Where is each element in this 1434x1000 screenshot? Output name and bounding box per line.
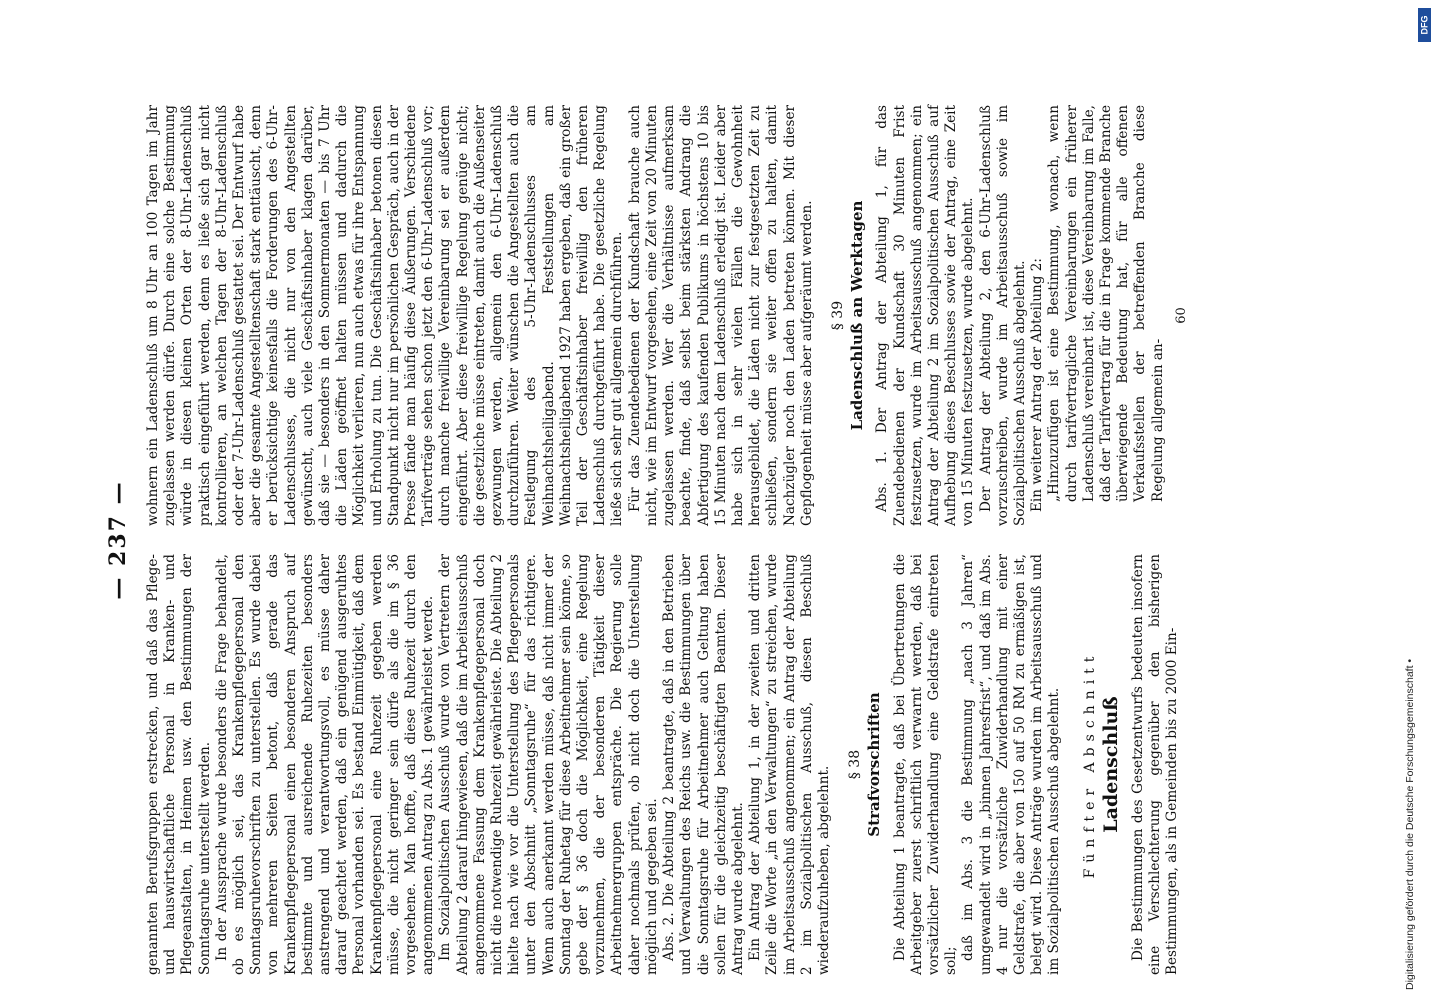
quote: „Hinzuzufügen ist eine Bestimmung, wonach, wenn durch tarifvertragliche Vereinbarungen ein früherer Ladenschluß vereinbart ist, diese Vereinbarung im Falle, daß der Tarifvertrag für die in Frage kommende Branche überwiegende Bedeutung hat, für alle offenen Verkaufsstellen der betreffenden Branche diese Regelung allgemein an- [1046,105,1166,502]
footer-number: 60 [1173,307,1189,324]
paragraph: Ein weiterer Antrag der Abteilung 2: [1029,258,1046,512]
paragraph: Abs. 2. Die Abteilung 2 beantragte, daß in den Betrieben und Verwaltungen des Reichs usw. die Bestimmungen über die Sonntagsruhe für Arbeitnehmer auch Geltung haben sollen für die gleichzeitig beschäftigten Beamten. Dieser Antrag wurde abgelehnt. [661,554,746,975]
paragraph: Ein Antrag der Abteilung 1, in der zweiten und dritten Zeile die Worte „in den Verwaltungen“ zu streichen, wurde im Arbeitsausschuß angenommen; ein Antrag der Abteilung 2 im Sozialpolitischen Ausschuß, diesen Beschluß wiederaufzuheben, abgelehnt. [747,554,832,975]
paragraph: Die Abteilung 1 beantragte, daß bei Übertretungen die Arbeitgeber zuerst schriftlich verwarnt werden, daß bei vorsätzlicher Zuwiderhandlung eine Geldstrafe eintreten soll; [891,554,960,975]
rotated-page [105,105,1335,975]
right-column [145,105,1190,526]
part-title: Ladenschluß [1099,696,1122,833]
paragraph: Abs. 1. Der Antrag der Abteilung 1, für das Zuendebedienen der Kundschaft 30 Minuten Frist festzusetzen, wurde im Arbeitsausschuß angenommen; ein Antrag der Abteilung 2 im Sozialpolitischen Ausschuß auf Aufhebung dieses Beschlusses sowie der Antrag, eine Zeit von 15 Minuten festzusetzen, wurde abgelehnt. [874,105,977,526]
digitization-note: Digitalisierung gefördert durch die Deutsche Forschungsgemeinschaft • [1404,658,1416,990]
paragraph: Der Antrag der Abteilung 2, den 6-Uhr-Ladenschluß vorzuschreiben, wurde im Arbeitsausschuß sowie im Sozialpolitischen Ausschuß abgelehnt. [977,105,1028,526]
section-title: Ladenschluß an Werktagen [848,200,867,431]
part-label: Fünfter Abschnitt [1081,650,1098,879]
paragraph: genannten Berufsgruppen erstrecken, und daß das Pflege- und hauswirtschaftliche Personal in Kranken- und Pflegeanstalten, in Heimen usw. den Bestimmungen der Sonntagsruhe unterstellt werden. [145,554,213,975]
paragraph: Die Bestimmungen des Gesetzentwurfs bedeuten insofern eine Verschlechterung gegenüber den bisherigen Bestimmungen, als in Gemeinden bis zu 2000 Ein- [1129,554,1181,975]
paragraph: Im Sozialpolitischen Ausschuß wurde von Vertretern der Abteilung 2 darauf hingewiesen, daß die im Arbeitsausschuß angenommene Fassung dem Krankenpflegepersonal doch nicht die notwendige Ruhezeit gewährleiste. Die Abteilung 2 hielte nach wie vor die Unterstellung des Pflegepersonals unter den Abschnitt „Sonntagsruhe“ für das richtigere. Wenn auch anerkannt werden müsse, daß nicht immer der Sonntag der Ruhetag für diese Arbeitnehmer sein könne, so gebe der § 36 doch die Möglichkeit, eine Regelung vorzunehmen, die der besonderen Tätigkeit dieser Arbeitnehmergruppen entspräche. Die Regierung solle daher nochmals prüfen, ob nicht doch die Unterstellung möglich und gegeben sei. [437,554,660,975]
paragraph: In der Aussprache wurde besonders die Frage behandelt, ob es möglich sei, das Krankenpflegepersonal den Sonntagsruhevorschriften zu unterstellen. Es wurde dabei von mehreren Seiten betont, daß gerade das Krankenpflegepersonal einen besonderen Anspruch auf bestimmte und ausreichende Ruhezeiten besonders anstrengend und verantwortungsvoll, es müsse daher darauf geachtet werden, daß ein genügend ausgeruhtes Personal vorhanden sei. Es bestand Einmütigkeit, daß dem Krankenpflegepersonal eine Ruhezeit gegeben werden müsse, die nicht geringer sein dürfe als die im § 36 vorgesehene. Man hoffte, daß diese Ruhezeit durch den angenommenen Antrag zu Abs. 1 gewährleistet werde. [213,554,437,975]
left-column [145,554,1190,975]
section-title: Strafvorschriften [865,692,884,837]
page-number: — 237 — [105,480,131,600]
paragraph: daß im Abs. 3 die Bestimmung „nach 3 Jahren“ umgewandelt wird in „binnen Jahresfrist“, und daß im Abs. 4 nur die vorsätzliche Zuwiderhandlung mit einer Geldstrafe, die aber von 150 auf 50 RM zu ermäßigen ist, belegt wird. Diese Anträge wurden im Arbeitsausschuß und im Sozialpolitischen Ausschuß abgelehnt. [960,554,1063,975]
paragraph: wohnern ein Ladenschluß um 8 Uhr an 100 Tagen im Jahr zugelassen werden dürfe. Durch eine solche Bestimmung würde in diesen kleinen Orten der 8-Uhr-Ladenschluß praktisch eingeführt werden, denn es ließe sich gar nicht kontrollieren, an welchen Tagen der 8-Uhr-Ladenschluß oder der 7-Uhr-Ladenschluß gestattet sei. Der Entwurf habe aber die gesamte Angestelltenschaft stark enttäuscht, denn er berücksichtige keinesfalls die Forderungen des 6-Uhr-Ladenschlusses, die nicht nur von den Angestellten gewünscht, auch viele Geschäftsinhaber klagen darüber, daß sie — besonders in den Sommermonaten — bis 7 Uhr die Läden geöffnet halten müssen und dadurch die Möglichkeit verlieren, nun auch etwas für ihre Entspannung und Erholung zu tun. Die Geschäftsinhaber betonen diesen Standpunkt nicht nur im persönlichen Gespräch, auch in der Presse fände man häufig diese Äußerungen. Verschiedene Tarifverträge sehen schon jetzt den 6-Uhr-Ladenschluß vor; durch manche freiwillige Vereinbarung sei er außerdem eingeführt. Aber diese freiwillige Regelung genüge nicht; die gesetzliche müsse eintreten, damit auch die Außenseiter gezwungen werden, allgemein den 6-Uhr-Ladenschluß durchzuführen. Weiter wünschen die Angestellten auch die Festlegung des 5-Uhr-Ladenschlusses am Weihnachtsheiligabend. Feststellungen am Weihnachtsheiligabend 1927 haben ergeben, daß ein großer Teil der Geschäftsinhaber freiwillig den früheren Ladenschluß durchgeführt habe. Die gesetzliche Regelung ließe sich sehr gut allgemein durchführen. [145,105,626,526]
dfg-logo: DFG [1418,8,1431,42]
section-number: § 38 [847,749,864,780]
section-number: § 39 [829,300,846,331]
paragraph: Für das Zuendebedienen der Kundschaft brauche auch nicht, wie im Entwurf vorgesehen, eine Zeit von 20 Minuten zugelassen werden. Wer die Verhältnisse aufmerksam beachte, finde, daß selbst beim stärksten Andrang die Abfertigung des kaufenden Publikums in höchstens 10 bis 15 Minuten nach dem Ladenschluß erledigt ist. Leider aber habe sich in sehr vielen Fällen die Gewohnheit herausgebildet, die Läden nicht zur festgesetzten Zeit zu schließen, sondern sie weiter offen zu halten, damit Nachzügler noch den Laden betreten können. Mit dieser Gepflogenheit müsse aber aufgeräumt werden. [626,105,815,526]
